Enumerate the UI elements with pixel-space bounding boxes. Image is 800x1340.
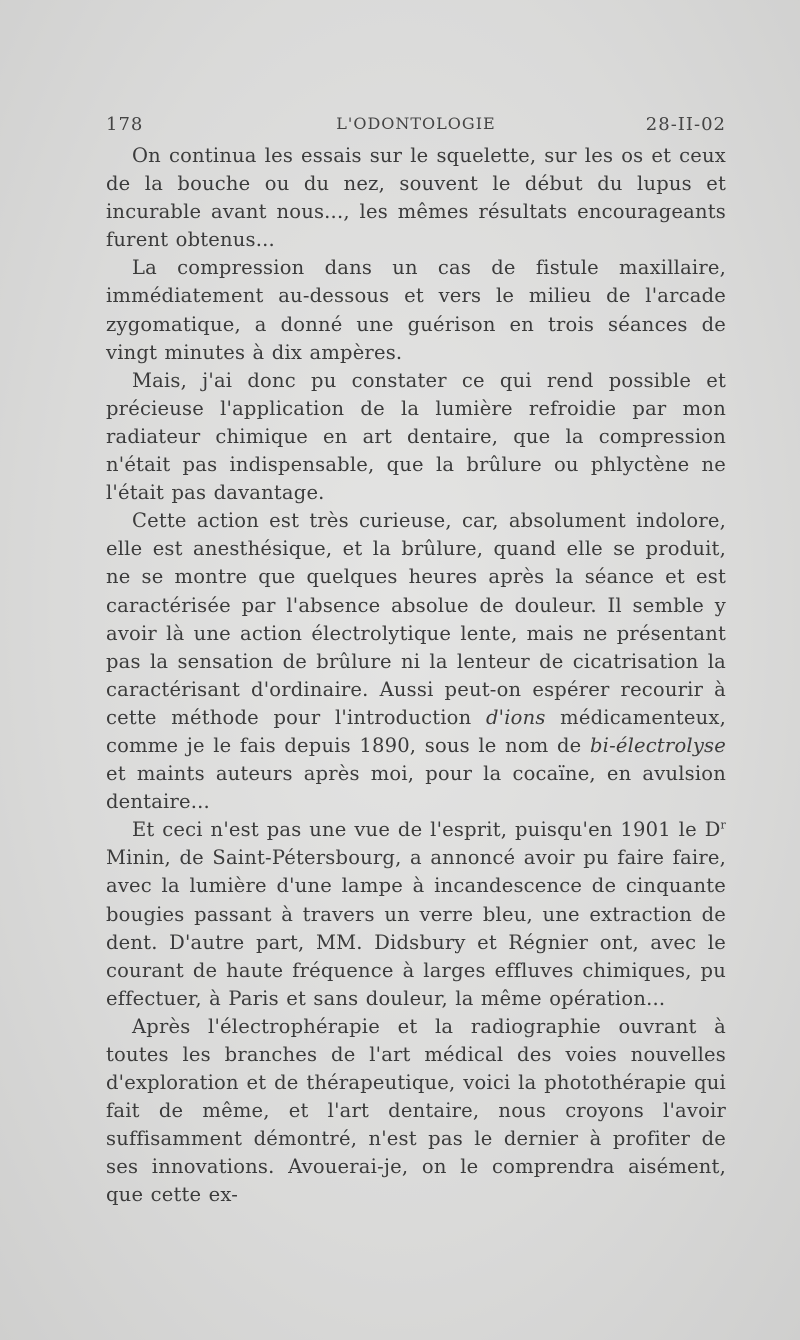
issue-date: 28-II-02	[645, 114, 726, 135]
paragraph-text: Cette action est très curieuse, car, absolument indolore, elle est anesthésique, et la brûlure, quand elle se produit, ne se montre que quelques heures après la séance et est caractérisée par l'absence absolue de douleur. Il semble y avoir là une action électrolytique lente, mais ne présentant pas la sensation de brûlure ni la lenteur de cicatrisation la caractérisant d'ordinaire. Aussi peut-on espérer recourir à cette méthode pour l'introduction	[106, 509, 726, 729]
italic-term: d'ions	[485, 705, 546, 729]
paragraph: Après l'électrophérapie et la radiographie ouvrant à toutes les branches de l'art médical des voies nouvelles d'exploration et de thérapeutique, voici la photothérapie qui fait de même, et l'art dentaire, nous croyons l'avoir suffisamment démontré, n'est pas le dernier à profiter de ses innovations. Avouerai-je, on le comprendra aisément, que cette ex-	[106, 1014, 726, 1207]
italic-term: bi-électrolyse	[589, 733, 726, 757]
paragraph	[106, 507, 726, 816]
paragraph	[106, 816, 726, 1013]
paragraph-text: médicamenteux, comme je le fais depuis 1890, sous le nom de	[106, 705, 726, 757]
superscript: r	[720, 818, 726, 832]
paragraph-text: et maints auteurs après moi, pour la cocaïne, en avulsion dentaire...	[106, 762, 726, 814]
paragraph-text: Minin, de Saint-Pétersbourg, a annoncé avoir pu faire faire, avec la lumière d'une lampe à incandescence de cinquante bougies passant à travers un verre bleu, une extraction de dent. D'autre part, MM. Didsbury et Régnier ont, avec le courant de haute fréquence à larges effluves chimiques, pu effectuer, à Paris et sans douleur, la même opération...	[106, 846, 726, 1010]
running-header	[106, 110, 726, 142]
paragraph: On continua les essais sur le squelette, sur les os et ceux de la bouche ou du nez, souvent le début du lupus et incurable avant nous..., les mêmes résultats encourageants furent obtenus...	[106, 144, 726, 252]
paragraph-text: Et ceci n'est pas une vue de l'esprit, puisqu'en 1901 le D	[132, 818, 721, 842]
running-title: L'ODONTOLOGIE	[336, 114, 496, 133]
body-text	[106, 142, 726, 1210]
paragraph: Mais, j'ai donc pu constater ce qui rend possible et précieuse l'application de la lumière refroidie par mon radiateur chimique en art dentaire, que la compression n'était pas indispensable, que la brûlure ou phlyctène ne l'était pas davantage.	[106, 368, 726, 505]
book-page	[106, 110, 726, 1210]
page-number: 178	[106, 114, 144, 135]
paragraph: La compression dans un cas de fistule maxillaire, immédiatement au-dessous et vers le milieu de l'arcade zygomatique, a donné une guérison en trois séances de vingt minutes à dix ampères.	[106, 256, 726, 364]
